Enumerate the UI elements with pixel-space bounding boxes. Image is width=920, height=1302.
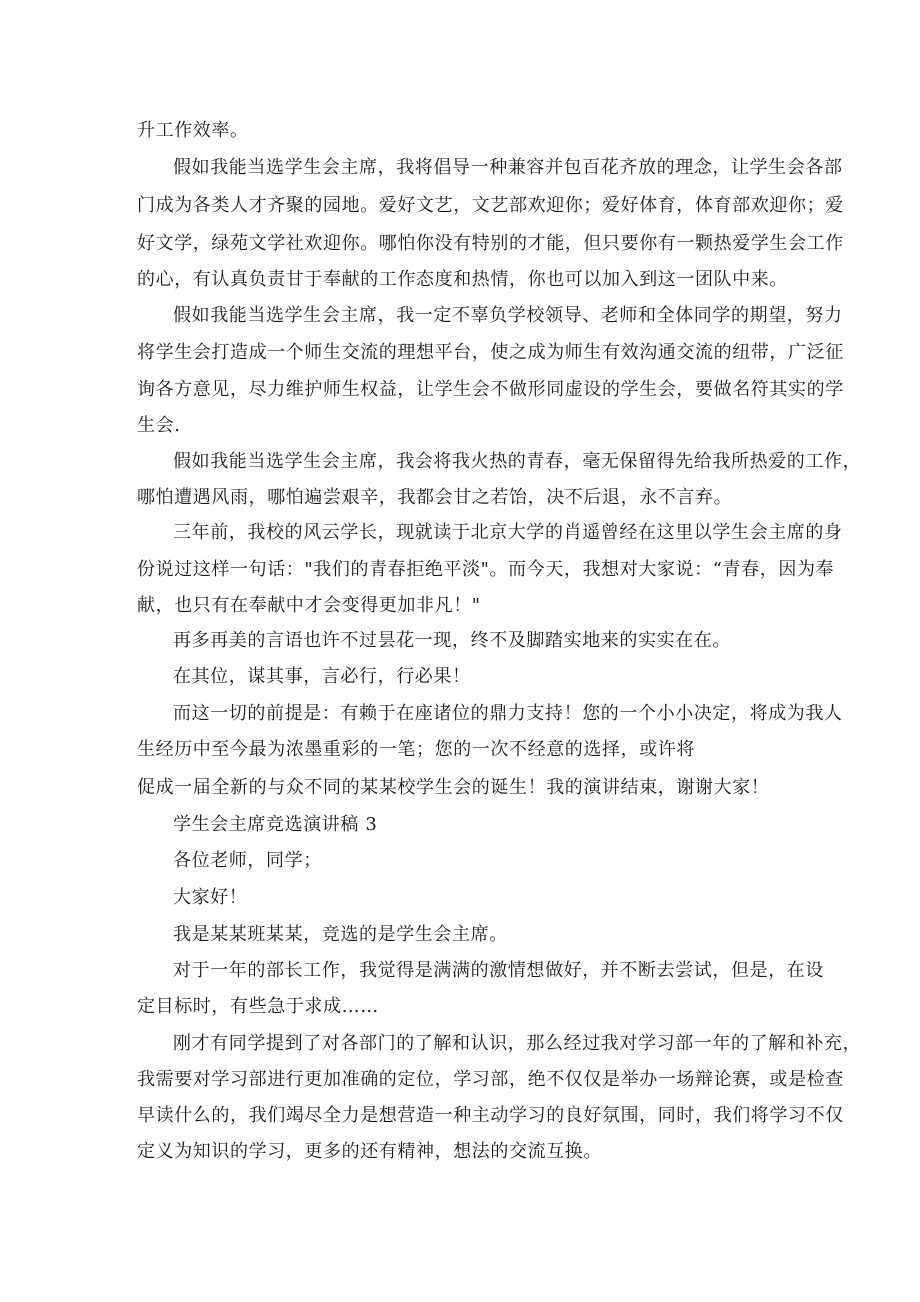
- text-line: 升工作效率。: [137, 120, 249, 141]
- text-line: 大家好！: [173, 887, 248, 908]
- text-line: 刚才有同学提到了对各部门的了解和认识，那么经过我对学习部一年的了解和补充，: [173, 1033, 862, 1054]
- text-line: 定目标时，有些急于求成……: [137, 996, 379, 1017]
- text-line: 好文学，绿苑文学社欢迎你。哪怕你没有特别的才能，但只要你有一颗热爱学生会工作: [137, 233, 844, 254]
- text-line: 而这一切的前提是：有赖于在座诸位的鼎力支持！您的一个小小决定，将成为我人: [173, 703, 843, 724]
- text-line: 在其位，谋其事，言必行，行必果！: [173, 666, 471, 687]
- section-title: 学生会主席竞选演讲稿 3: [173, 814, 378, 835]
- text-line: 询各方意见，尽力维护师生权益，让学生会不做形同虚设的学生会，要做名符其实的学: [137, 379, 844, 400]
- text-line: 假如我能当选学生会主席，我一定不辜负学校领导、老师和全体同学的期望，努力: [173, 305, 843, 326]
- text-line: 献，也只有在奉献中才会变得更加非凡！": [137, 595, 481, 616]
- text-line: 对于一年的部长工作，我觉得是满满的激情想做好，并不断去尝试，但是，在设: [173, 960, 824, 981]
- text-line: 早读什么的，我们竭尽全力是想营造一种主动学习的良好氛围，同时，我们将学习不仅: [137, 1105, 844, 1126]
- text-line: 定义为知识的学习，更多的还有精神，想法的交流互换。: [137, 1141, 602, 1162]
- text-line: 门成为各类人才齐聚的园地。爱好文艺，文艺部欢迎你；爱好体育，体育部欢迎你；爱: [137, 195, 844, 216]
- text-line: 假如我能当选学生会主席，我会将我火热的青春，毫无保留得先给我所热爱的工作，: [173, 451, 862, 472]
- text-line: 哪怕遭遇风雨，哪怕遍尝艰辛，我都会甘之若饴，决不后退，永不言弃。: [137, 487, 733, 508]
- text-line: 份说过这样一句话："我们的青春拒绝平淡"。而今天，我想对大家说：“青春，因为奉: [137, 559, 835, 580]
- text-line: 的心，有认真负责甘于奉献的工作态度和热情，你也可以加入到这一团队中来。: [137, 269, 788, 290]
- text-line: 生会.: [137, 415, 181, 436]
- text-line: 我是某某班某某，竞选的是学生会主席。: [173, 924, 508, 945]
- text-line: 假如我能当选学生会主席，我将倡导一种兼容并包百花齐放的理念，让学生会各部: [173, 157, 843, 178]
- text-line: 生经历中至今最为浓墨重彩的一笔；您的一次不经意的选择，或许将: [137, 739, 695, 760]
- text-line: 各位老师，同学；: [173, 850, 322, 871]
- text-line: 三年前，我校的风云学长，现就读于北京大学的肖遥曾经在这里以学生会主席的身: [173, 522, 843, 543]
- text-line: 再多再美的言语也许不过昙花一现，终不及脚踏实地来的实实在在。: [173, 630, 731, 651]
- text-line: 促成一届全新的与众不同的某某校学生会的诞生！我的演讲结束，谢谢大家！: [137, 777, 770, 798]
- text-line: 将学生会打造成一个师生交流的理想平台，使之成为师生有效沟通交流的纽带，广泛征: [137, 342, 844, 363]
- text-line: 我需要对学习部进行更加准确的定位，学习部，绝不仅仅是举办一场辩论赛，或是检查: [137, 1069, 844, 1090]
